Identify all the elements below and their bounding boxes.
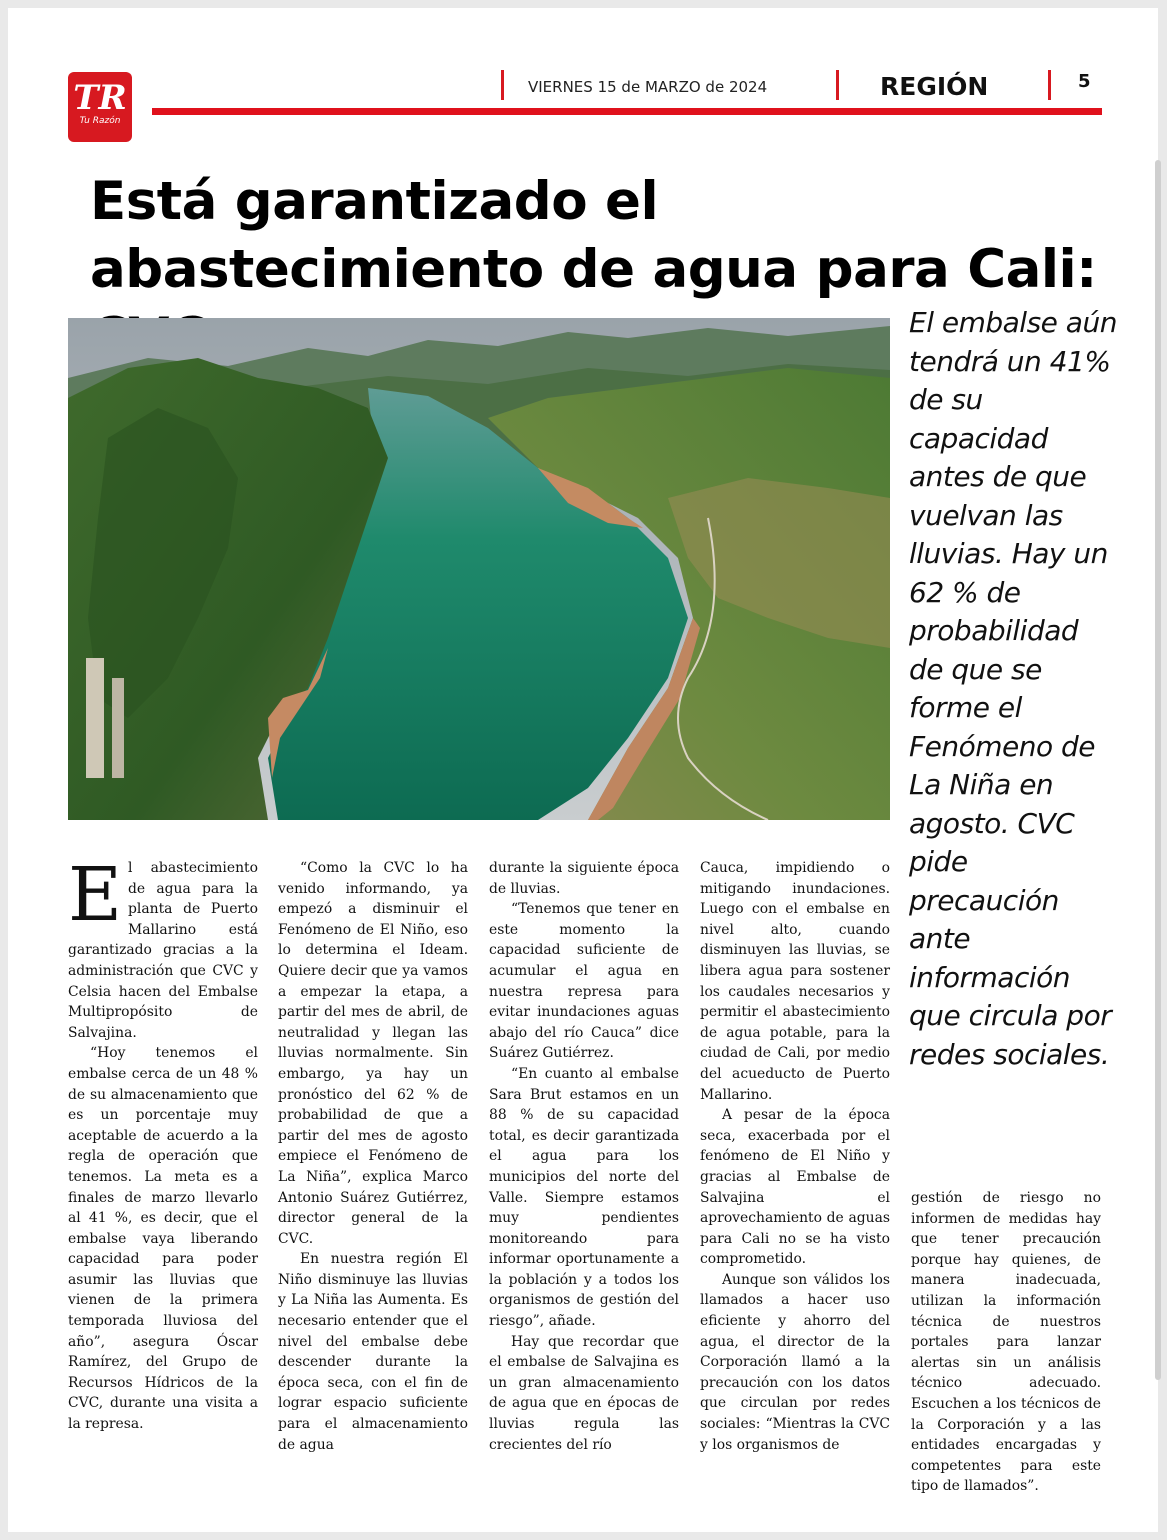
article-column-5 [911, 1188, 1101, 1497]
reservoir-photo [68, 318, 890, 820]
article-headline: Está garantizado el abastecimiento de agua para Cali: [90, 171, 1097, 300]
paragraph: gestión de riesgo no informen de medidas hay que tener precaución porque hay quienes, de manera inadecuada, utilizan la información técnica de nuestros portales para lanzar alertas sin un análisis técnico adecuado. Escuchen a los técnicos de la Corporación y a las entidades encargadas y competentes para este tipo de llamados”. [911, 1190, 1101, 1495]
article-column-1 [68, 852, 258, 1435]
header-rule [152, 108, 1102, 115]
header-divider [1048, 70, 1051, 100]
logo-tagline: Tu Razón [79, 116, 121, 126]
paragraph: Hay que recordar que el embalse de Salvajina es un gran almacenamiento de agua que en épocas de lluvias regula las crecientes del río [489, 1333, 679, 1453]
section-title: REGIÓN [880, 72, 989, 101]
article-column-3 [489, 858, 679, 1455]
paragraph: En nuestra región El Niño disminuye las lluvias y La Niña las Aumenta. Es necesario entender que el nivel del embalse debe descender durante la época seca, con el fin de lograr espacio suficiente para el almacenamiento de agua [278, 1251, 468, 1453]
article-column-4 [700, 858, 890, 1455]
paragraph-text: l abastecimiento de agua para la planta de Puerto Mallarino está garantizado gracias a la administración que CVC y Celsia hacen del Embalse Multipropósito de Salvajina. [68, 860, 258, 1041]
page-number: 5 [1078, 71, 1091, 92]
lead-paragraph [68, 852, 258, 1043]
paragraph: A pesar de la época seca, exacerbada por el fenómeno de El Niño y gracias al Embalse de Salvajina el aprovechamiento de aguas para Cali no se ha visto comprometido. [700, 1107, 890, 1268]
paragraph: “En cuanto al embalse Sara Brut estamos en un 88 % de su capacidad total, es decir garantizada el agua para los municipios del norte del Valle. Siempre estamos muy pendientes monitoreando para informar oportunamente a la población y a todos los organismos de gestión del riesgo”, añade. [489, 1065, 679, 1330]
vertical-scrollbar[interactable] [1155, 160, 1161, 1380]
paragraph: Aunque son válidos los llamados a hacer uso eficiente y ahorro del agua, el director de la Corporación llamó a la precaución con los datos que circulan por redes sociales: “Mientras la CVC y los organismos de [700, 1271, 890, 1453]
brand-logo[interactable] [68, 72, 132, 142]
paragraph: “Como la CVC lo ha venido informando, ya empezó a disminuir el Fenómeno de El Niño, eso lo determina el Ideam. Quiere decir que ya vamos a empezar la etapa, a partir del mes de abril, de neutralidad y llegan las lluvias normalmente. Sin embargo, ya hay un pronóstico del 62 % de probabilidad de que a partir del mes de agosto empiece el Fenómeno de La Niña”, explica Marco Antonio Suárez Gutiérrez, director general de la CVC. [278, 860, 468, 1247]
newspaper-page [8, 8, 1158, 1532]
reservoir-landscape-image [68, 318, 890, 820]
issue-date: VIERNES 15 de MARZO de 2024 [528, 78, 768, 96]
paragraph: durante la siguiente época de lluvias. [489, 860, 679, 897]
paragraph: Cauca, impidiendo o mitigando inundaciones. Luego con el embalse en nivel alto, cuando disminuyen las lluvias, se libera agua para sostener los caudales necesarios y permitir el abastecimiento de agua potable, para la ciudad de Cali, por medio del acueducto de Puerto Mallarino. [700, 860, 890, 1103]
drop-cap: E [68, 852, 123, 938]
header-divider [836, 70, 839, 100]
paragraph: “Hoy tenemos el embalse cerca de un 48 % de su almacenamiento que es un porcentaje muy aceptable de acuerdo a la regla de operación que tenemos. La meta es a finales de marzo llevarlo al 41 %, es decir, que el embalse vaya liberando capacidad para poder asumir las lluvias que vienen de la primera temporada lluviosa del año”, asegura Óscar Ramírez, del Grupo de Recursos Hídricos de la CVC, durante una visita a la represa. [68, 1045, 258, 1433]
logo-letters: TR [73, 78, 127, 118]
pull-quote: El embalse aún tendrá un 41% de su capacidad antes de que vuelvan las lluvias. Hay un 62 % de probabilidad de que se forme el Fenómeno de La Niña en agosto. CVC pide precaución ante información que circula por redes sociales. [909, 306, 1117, 1071]
paragraph: “Tenemos que tener en este momento la capacidad suficiente de acumular el agua en nuestra represa para evitar inundaciones aguas abajo del río Cauca” dice Suárez Gutiérrez. [489, 901, 679, 1062]
article-column-2 [278, 858, 468, 1455]
header-divider [501, 70, 504, 100]
